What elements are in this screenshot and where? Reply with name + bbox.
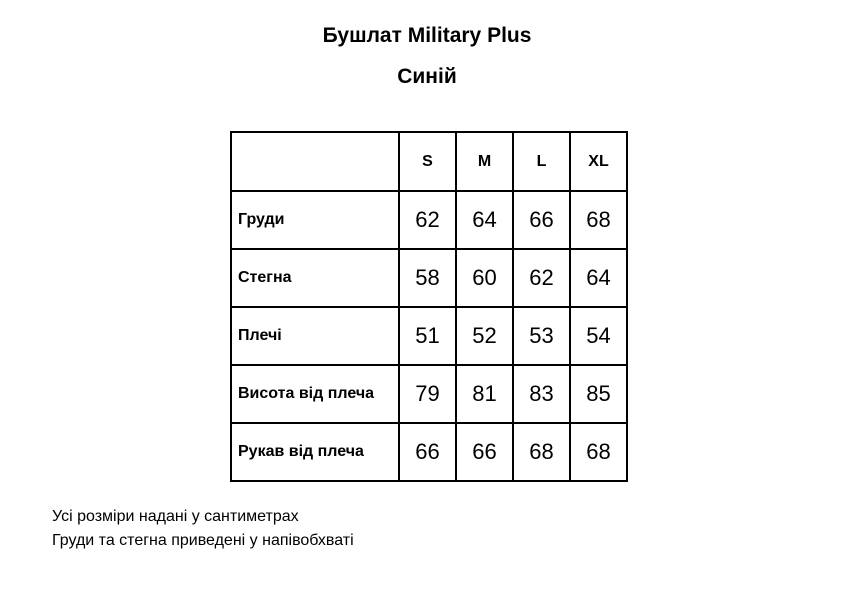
value-cell: 85 [570,365,627,423]
value-cell: 52 [456,307,513,365]
table-corner-cell [231,132,399,191]
value-cell: 53 [513,307,570,365]
value-cell: 62 [399,191,456,249]
table-row-hips [231,249,627,307]
value-cell: 66 [456,423,513,481]
value-cell: 54 [570,307,627,365]
row-label: Груди [231,191,399,249]
table-row-shoulders [231,307,627,365]
value-cell: 64 [456,191,513,249]
value-cell: 81 [456,365,513,423]
note-units: Усі розміри надані у сантиметрах [52,508,299,525]
size-header-xl: XL [570,132,627,191]
value-cell: 58 [399,249,456,307]
size-header-m: M [456,132,513,191]
notes-block [52,505,354,553]
size-header-s: S [399,132,456,191]
value-cell: 68 [570,191,627,249]
value-cell: 62 [513,249,570,307]
value-cell: 79 [399,365,456,423]
table-row-sleeve-from-shoulder [231,423,627,481]
value-cell: 83 [513,365,570,423]
row-label: Висота від плеча [231,365,399,423]
value-cell: 66 [513,191,570,249]
row-label: Рукав від плеча [231,423,399,481]
table-header-row [231,132,627,191]
row-label: Плечі [231,307,399,365]
size-header-l: L [513,132,570,191]
value-cell: 68 [570,423,627,481]
table-row-chest [231,191,627,249]
value-cell: 68 [513,423,570,481]
value-cell: 60 [456,249,513,307]
size-chart-table [230,131,628,482]
value-cell: 64 [570,249,627,307]
page-subtitle: Синій [397,65,457,88]
note-half-girth: Груди та стегна приведені у напівобхваті [52,532,354,549]
value-cell: 66 [399,423,456,481]
row-label: Стегна [231,249,399,307]
page-title: Бушлат Military Plus [322,24,532,47]
value-cell: 51 [399,307,456,365]
table-row-height-from-shoulder [231,365,627,423]
